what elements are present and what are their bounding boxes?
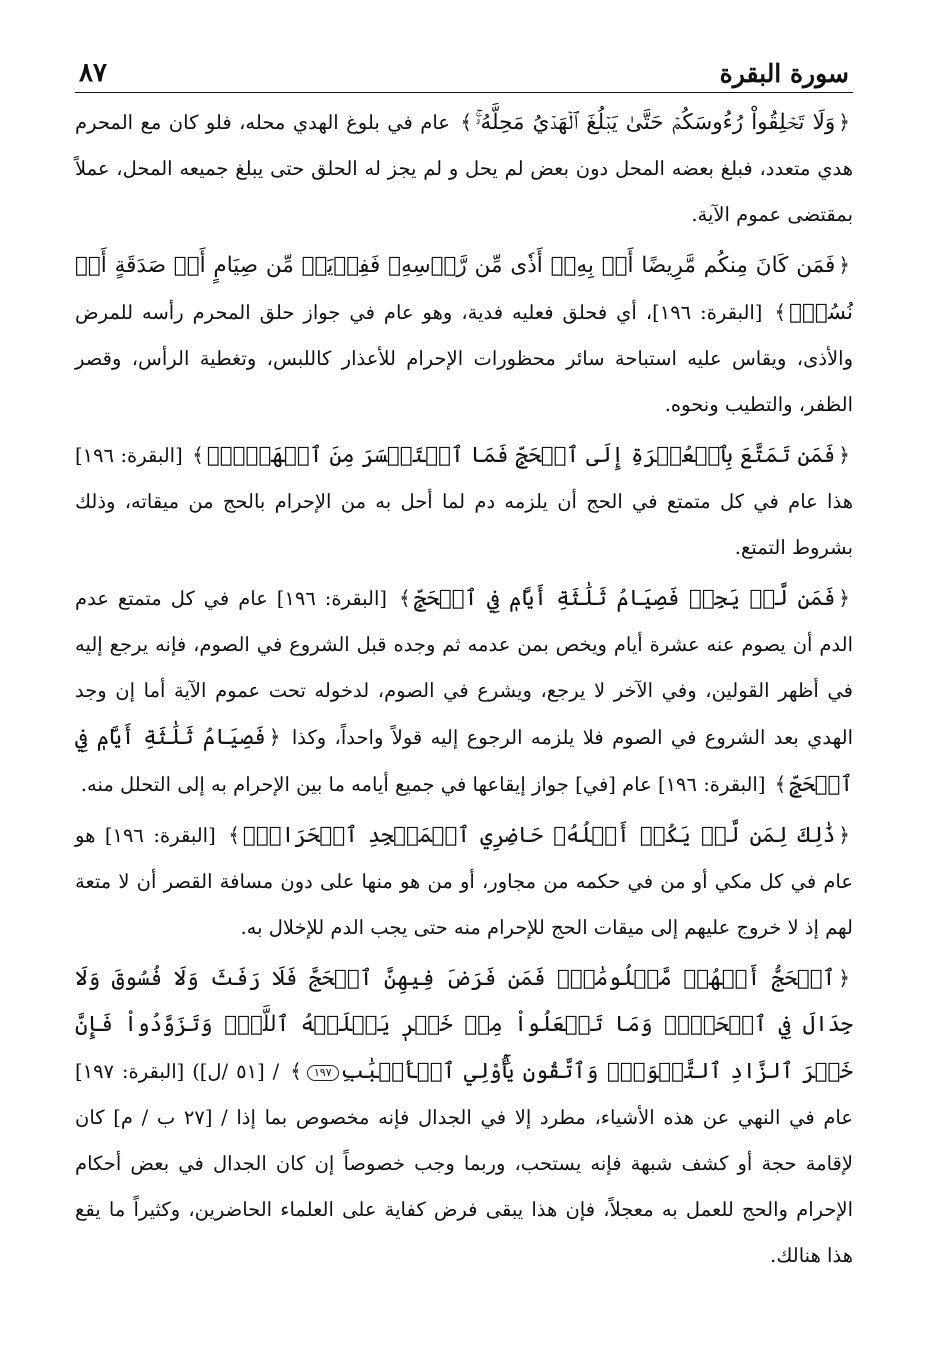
paragraph — [75, 955, 853, 1279]
verse-close-bracket: ﴾ — [398, 586, 411, 610]
running-head — [75, 40, 853, 93]
page — [75, 40, 853, 1324]
page-number: ٨٧ — [79, 58, 107, 88]
paragraph — [75, 812, 853, 951]
commentary-text: عام في بلوغ الهدي محله، فلو كان مع المحرم هدي متعدد، فبلغ بعضه المحل دون بعض لم يحل و لم يجز له الحلق حتى يبلغ جميعه المحل، عملاً بمقتضى عموم الآية. — [75, 111, 853, 226]
commentary-text: [البقرة: ١٩٦] هذا عام في كل متمتع في الحج أن يلزمه دم لما أحل به من الإحرام بالحج من ميقاته، وذلك بشروط التمتع. — [75, 444, 853, 559]
verse-open-bracket: ﴿ — [838, 823, 851, 847]
commentary-text: / [٥١ /ل]) [البقرة: ١٩٧] عام في النهي عن هذه الأشياء، مطرد إلا في الجدال فإنه مخصوص بما إذا / [٢٧ ب / م] كان لإقامة حجة أو كشف شبهة فإنه يستحب، وربما وجب خصوصاً إن كان الجدال في بعض أحكام الإحرام والحج للعمل به معجلاً، فإن هذا يبقى فرض كفاية على العلماء الحاضرين، وكثيراً ما يقع هذا هنالك. — [75, 1060, 853, 1267]
verse-close-bracket: ﴾ — [192, 443, 204, 467]
verse-open-bracket: ﴿ — [268, 725, 281, 749]
commentary-text: [البقرة: ١٩٦]، أي فحلق فعليه فدية، وهو عام في جواز حلق المحرم رأسه للمرض والأذى، ويقاس عليه استباحة سائر محظورات الإحرام للأعذار كاللبس، وتغطية الرأس، وقصر الظفر، والتطيب ونحوه. — [75, 301, 853, 416]
commentary-text: [البقرة: ١٩٦] عام [في] جواز إيقاعها في جميع أيامه ما بين الإحرام به إلى التحلل منه. — [80, 773, 766, 796]
quran-verse: فَمَن لَّمۡ يَجِدۡ فَصِيَامُ ثَلَٰثَةِ أَيَّامٖ فِي ٱلۡحَجِّ — [413, 586, 836, 611]
paragraph — [75, 575, 853, 808]
ayah-number-marker: ١٩٧ — [307, 1065, 339, 1081]
quran-verse: ٱلۡحَجُّ أَشۡهُرٞ مَّعۡلُومَٰتٞۚ فَمَن فَرَضَ فِيهِنَّ ٱلۡحَجَّ فَلَا رَفَثَ وَلَا فُسُوقَ وَلَا جِدَالَ فِي ٱلۡحَجِّۗ وَمَا تَفۡعَلُواْ مِنۡ خَيۡرٖ يَعۡلَمۡهُ ٱللَّهُۗ وَتَزَوَّدُواْ فَإِنَّ خَيۡرَ ٱلزَّادِ ٱلتَّقۡوَىٰۖ وَٱتَّقُونِ يَٰٓأُوْلِي ٱلۡأَلۡبَٰبِ — [75, 966, 854, 1084]
commentary-text: [البقرة: ١٩٦] عام في كل متمتع عدم الدم أن يصوم عنه عشرة أيام ويخص بمن عدمه ثم وجده قبل الشروع في الصوم، فإنه يرجع إليه في أظهر القولين، وفي الآخر لا يرجع، ويشرع في الصوم، لدخوله تحت عموم الآية أما إن وجد الهدي بعد الشروع في الصوم فلا يلزمه الرجوع إليه قولاً واحداً، وكذا — [75, 587, 853, 749]
verse-close-bracket: ﴾ — [228, 823, 240, 847]
quran-verse: فَمَن تَمَتَّعَ بِٱلۡعُمۡرَةِ إِلَى ٱلۡحَجِّ فَمَا ٱسۡتَيۡسَرَ مِنَ ٱلۡهَدۡيِۚ — [206, 443, 836, 468]
paragraph — [75, 99, 853, 238]
quran-verse: وَلَا تَحۡلِقُواْ رُءُوسَكُمۡ حَتَّىٰ يَبۡلُغَ ٱلۡهَدۡيُ مَحِلَّهُۥۚ — [475, 110, 836, 135]
paragraph — [75, 432, 853, 571]
verse-close-bracket: ﴾ — [460, 110, 473, 134]
quran-verse: ذَٰلِكَ لِمَن لَّمۡ يَكُنۡ أَهۡلُهُۥ حَاضِرِي ٱلۡمَسۡجِدِ ٱلۡحَرَامِۚ — [242, 823, 836, 848]
verse-open-bracket: ﴿ — [838, 443, 850, 467]
paragraph — [75, 242, 853, 428]
quran-verse: فَصِيَامُ ثَلَٰثَةِ أَيَّامٖ فِي ٱلۡحَجِّ — [75, 725, 853, 797]
verse-close-bracket: ﴾ — [290, 1059, 302, 1083]
verse-open-bracket: ﴿ — [838, 110, 850, 134]
verse-open-bracket: ﴿ — [838, 253, 850, 277]
verse-close-bracket: ﴾ — [774, 772, 787, 796]
verse-open-bracket: ﴿ — [838, 966, 850, 990]
surah-title: سورة البقرة — [719, 59, 849, 88]
verse-close-bracket: ﴾ — [774, 300, 787, 324]
commentary-text: [البقرة: ١٩٦] هو عام في كل مكي أو من في حكمه من مجاور، أو من هو منها على دون مسافة القصر أن لا متعة لهم إذ لا خروج عليهم إلى ميقات الحج للإحرام منه حتى يجب الدم للإخلال به. — [75, 824, 853, 939]
quran-verse: فَمَن كَانَ مِنكُم مَّرِيضًا أَوۡ بِهِۦٓ أَذٗى مِّن رَّأۡسِهِۦ فَفِدۡيَةٞ مِّن صِيَامٍ أَوۡ صَدَقَةٍ أَوۡ نُسُكٖۚ — [75, 253, 853, 325]
page-body — [75, 99, 853, 1279]
verse-open-bracket: ﴿ — [838, 586, 851, 610]
